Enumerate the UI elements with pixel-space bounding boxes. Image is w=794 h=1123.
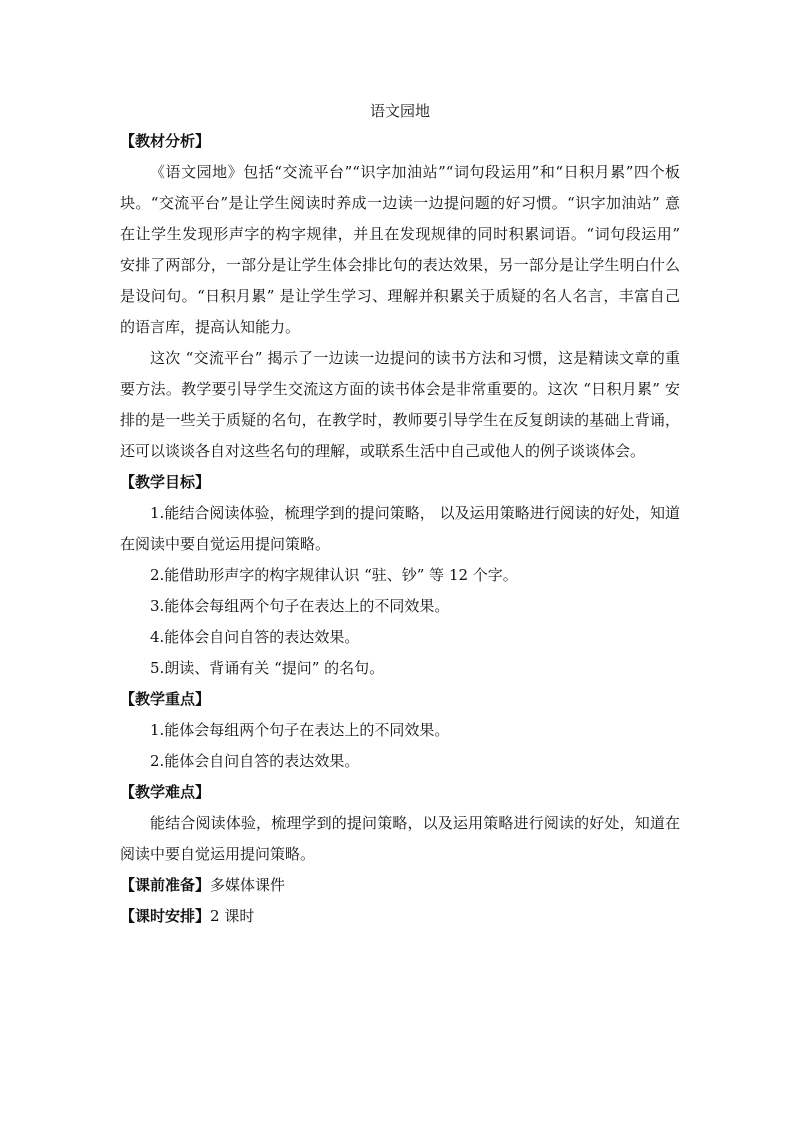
- difficulty-paragraph: 能结合阅读体验，梳理学到的提问策略，以及运用策略进行阅读的好处，知道在阅读中要自觉运用提问策略。: [120, 814, 680, 863]
- preparation-value: 多媒体课件: [210, 876, 286, 894]
- goal-item-3: 3.能体会每组两个句子在表达上的不同效果。: [150, 597, 450, 615]
- section-heading-focus: 【教学重点】: [120, 690, 211, 708]
- goal-item-1: 1.能结合阅读体验，梳理学到的提问策略， 以及运用策略进行阅读的好处，知道在阅读中要自觉运用提问策略。: [120, 504, 680, 553]
- focus-item-2: 2.能体会自问自答的表达效果。: [150, 752, 360, 770]
- goal-item-2: 2.能借助形声字的构字规律认识 “驻、钞” 等 12 个字。: [150, 566, 518, 584]
- section-analysis: [120, 126, 680, 467]
- analysis-paragraph-1: 《语文园地》包括“交流平台”“识字加油站”“词句段运用”和“日积月累”四个板块。“交流平台”是让学生阅读时养成一边读一边提问题的好习惯。“识字加油站” 意在让学生发现形声字的构字规律，并且在发现规律的同时积累词语。“词句段运用” 安排了两部分，一部分是让学生体会排比句的表达效果，另一部分是让学生明白什么是设问句。“日积月累” 是让学生学习、理解并积累关于质疑的名人名言，丰富自己的语言库，提高认知能力。: [120, 163, 680, 336]
- section-goals: [120, 467, 680, 684]
- document-page: [120, 96, 680, 932]
- goal-item-4: 4.能体会自问自答的表达效果。: [150, 628, 360, 646]
- focus-item-1: 1.能体会每组两个句子在表达上的不同效果。: [150, 721, 450, 739]
- section-difficulty: [120, 777, 680, 870]
- section-heading-analysis: 【教材分析】: [120, 132, 211, 150]
- section-heading-difficulty: 【教学难点】: [120, 783, 211, 801]
- page-title: 语文园地: [369, 102, 430, 120]
- section-heading-schedule: 【课时安排】: [120, 907, 211, 925]
- section-heading-goals: 【教学目标】: [120, 473, 211, 491]
- goal-item-5: 5.朗读、背诵有关 “提问” 的名句。: [150, 659, 385, 677]
- section-schedule: [120, 901, 680, 932]
- analysis-paragraph-2: 这次 “交流平台” 揭示了一边读一边提问的读书方法和习惯，这是精读文章的重要方法。教学要引导学生交流这方面的读书体会是非常重要的。这次 “日积月累” 安排的是一些关于质疑的名句，在教学时，教师要引导学生在反复朗读的基础上背诵，还可以谈谈各自对这些名句的理解，或联系生活中自己或他人的例子谈谈体会。: [120, 349, 680, 460]
- section-preparation: [120, 870, 680, 901]
- section-focus: [120, 684, 680, 777]
- section-heading-preparation: 【课前准备】: [120, 876, 211, 894]
- schedule-value: 2 课时: [210, 907, 255, 925]
